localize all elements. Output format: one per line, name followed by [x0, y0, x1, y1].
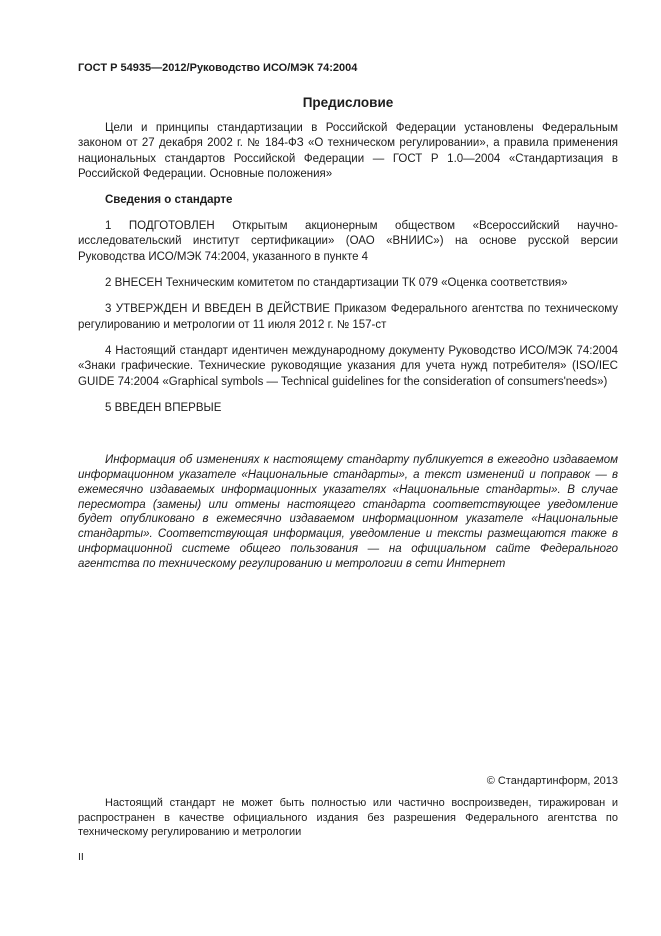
copyright-line: © Стандартинформ, 2013 — [486, 775, 618, 787]
intro-paragraph: Цели и принципы стандартизации в Российской Федерации установлены Федеральным законом от 27 декабря 2002 г. № 184-ФЗ «О техническом регулировании», а правила применения национальных стандартов Российской Федерации — ГОСТ Р 1.0—2004 «Стандартизация в Российской Федерации. Основные положения» — [78, 122, 618, 180]
standard-info-item-2: 2 ВНЕСЕН Техническим комитетом по стандартизации ТК 079 «Оценка соответствия» — [105, 277, 568, 290]
page-content — [78, 0, 618, 572]
standard-info-item-5: 5 ВВЕДЕН ВПЕРВЫЕ — [105, 401, 222, 414]
running-header: ГОСТ Р 54935—2012/Руководство ИСО/МЭК 74:2004 — [78, 62, 358, 74]
reproduction-notice: Настоящий стандарт не может быть полностью или частично воспроизведен, тиражирован и распространен в качестве официального издания без разрешения Федерального агентства по техническому регулированию и метрологии — [78, 797, 618, 839]
page-title: Предисловие — [302, 95, 394, 110]
standard-info-item-1: 1 ПОДГОТОВЛЕН Открытым акционерным обществом «Всероссийский научно-исследовательский институт сертификации» (ОАО «ВНИИС») на основе русской версии Руководства ИСО/МЭК 74:2004, указанного в пункте 4 — [78, 220, 618, 263]
amendment-note: Информация об изменениях к настоящему стандарту публикуется в ежегодно издаваемом информационном указателе «Национальные стандарты», а текст изменений и поправок — в ежемесячно издаваемых информационных указателях «Национальные стандарты». В случае пересмотра (замены) или отмены настоящего стандарта соответствующее уведомление будет опубликовано в ежемесячно издаваемом информационном указателе «Национальные стандарты». Соответствующая информация, уведомление и тексты размещаются также в информационной системе общего пользования — на официальном сайте Федерального агентства по техническому регулированию и метрологии в сети Интернет — [78, 454, 618, 570]
page-footer-block — [78, 774, 618, 863]
page-number: II — [78, 850, 84, 863]
standard-info-item-3: 3 УТВЕРЖДЕН И ВВЕДЕН В ДЕЙСТВИЕ Приказом Федерального агентства по техническому регулированию и метрологии от 11 июля 2012 г. № 157-ст — [78, 303, 618, 331]
standard-info-item-4: 4 Настоящий стандарт идентичен международному документу Руководство ИСО/МЭК 74:2004 «Знаки графические. Технические руководящие указания для учета нужд потребителя» (ISO/IEC GUIDE 74:2004 «Graphical symbols — Technical guidelines for the consideration of consumers'needs») — [78, 344, 618, 388]
section-heading: Сведения о стандарте — [105, 194, 233, 207]
